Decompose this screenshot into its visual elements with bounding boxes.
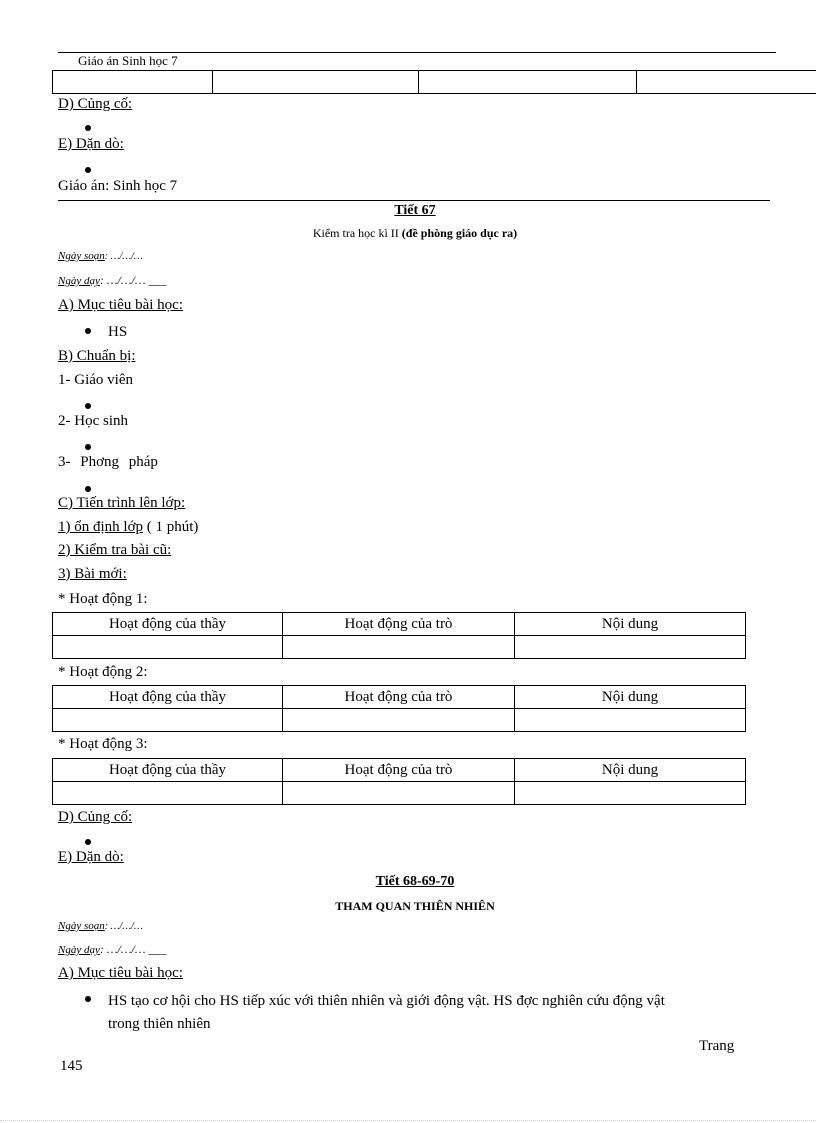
- muc-tieu-heading: A) Mục tiêu bài học:: [58, 297, 183, 313]
- table-header-row: [53, 686, 746, 709]
- activity-2-label: * Hoạt động 2:: [58, 664, 148, 680]
- ngay-day-value: : …/…/… ___: [99, 273, 167, 287]
- kiem-tra-heading: 2) Kiểm tra bài cũ:: [58, 542, 172, 558]
- ngay-soan-line: [58, 250, 143, 262]
- bullet-icon: [85, 839, 91, 845]
- table-row: [53, 71, 816, 94]
- column-header-tro: Hoạt động của trò: [283, 686, 515, 709]
- activity-3-table: [52, 758, 746, 805]
- subtitle-text: Kiểm tra học kì II: [312, 226, 402, 240]
- column-header-thay: Hoạt động của thầy: [53, 686, 283, 709]
- on-dinh-duration: ( 1 phút): [143, 519, 199, 535]
- bullet-icon: [85, 403, 91, 409]
- activity-1-table: [52, 612, 746, 659]
- column-header-tro: Hoạt động của trò: [283, 759, 515, 782]
- muc-tieu-line-1: HS tạo cơ hội cho HS tiếp xúc với thiên nhiên và giới động vật. HS đợc nghiên cứu động vật: [108, 993, 665, 1009]
- phuong-phap-label: 3- Phơng pháp: [58, 454, 158, 470]
- column-header-thay: Hoạt động của thầy: [53, 759, 283, 782]
- bullet-icon: [85, 167, 91, 173]
- muc-tieu-heading: A) Mục tiêu bài học:: [58, 965, 183, 981]
- giao-vien-label: 1- Giáo viên: [58, 372, 133, 388]
- ngay-day-line: [58, 273, 167, 288]
- tien-trinh-heading: C) Tiến trình lên lớp:: [58, 495, 186, 511]
- cung-co-heading: D) Củng cố:: [58, 809, 133, 825]
- hoc-sinh-label: 2- Học sinh: [58, 413, 128, 429]
- footer-page-number: 145: [60, 1058, 83, 1074]
- bullet-icon: [85, 125, 91, 131]
- chuan-bi-heading: B) Chuẩn bị:: [58, 348, 136, 364]
- ngay-day-label: Ngày dạy: [58, 275, 100, 287]
- column-header-noi-dung: Nội dung: [515, 613, 746, 636]
- on-dinh-line: [58, 519, 198, 536]
- ngay-day-line: [58, 942, 167, 957]
- bullet-icon: [85, 444, 91, 450]
- dan-do-heading: E) Dặn dò:: [58, 136, 124, 152]
- document-header: Giáo án: Sinh học 7: [58, 178, 178, 194]
- ngay-soan-line: [58, 920, 143, 932]
- activity-1-label: * Hoạt động 1:: [58, 591, 148, 607]
- bullet-icon: [85, 996, 91, 1002]
- lesson-68-subtitle: THAM QUAN THIÊN NHIÊN: [335, 899, 495, 913]
- bullet-icon: [85, 486, 91, 492]
- ngay-soan-value: : …/…/…: [104, 251, 143, 262]
- table-header-row: [53, 613, 746, 636]
- bullet-icon: [85, 328, 91, 334]
- muc-tieu-item: HS: [108, 324, 128, 340]
- on-dinh-label: 1) ổn định lớp: [58, 519, 144, 535]
- table-row: [53, 636, 746, 659]
- footer-trang: Trang: [699, 1038, 735, 1054]
- activity-2-table: [52, 685, 746, 732]
- subtitle-bold-text: (đề phòng giáo dục ra): [401, 226, 518, 240]
- ngay-soan-label: Ngày soạn: [58, 250, 105, 262]
- bai-moi-heading: 3) Bài mới:: [58, 566, 127, 582]
- table-row: [53, 782, 746, 805]
- lesson-68-title: Tiết 68-69-70: [375, 874, 455, 889]
- column-header-tro: Hoạt động của trò: [283, 613, 515, 636]
- muc-tieu-line-2: trong thiên nhiên: [108, 1016, 211, 1032]
- cung-co-heading: D) Củng cố:: [58, 96, 133, 112]
- lesson-67-title: Tiết 67: [394, 203, 436, 218]
- activity-3-label: * Hoạt động 3:: [58, 736, 148, 752]
- table-header-row: [53, 759, 746, 782]
- ngay-day-label: Ngày dạy: [58, 944, 100, 956]
- ngay-soan-label: Ngày soạn: [58, 920, 105, 932]
- dan-do-heading: E) Dặn dò:: [58, 849, 124, 865]
- ngay-soan-value: : …/…/…: [104, 921, 143, 932]
- header-rule: [58, 200, 770, 201]
- column-header-noi-dung: Nội dung: [515, 686, 746, 709]
- running-header: Giáo án Sinh học 7: [78, 53, 178, 68]
- top-continuation-table: [52, 70, 816, 94]
- lesson-67-subtitle: [0, 226, 816, 241]
- page-bottom-edge: [0, 1120, 816, 1121]
- column-header-noi-dung: Nội dung: [515, 759, 746, 782]
- table-row: [53, 709, 746, 732]
- ngay-day-value: : …/…/… ___: [99, 942, 167, 956]
- column-header-thay: Hoạt động của thầy: [53, 613, 283, 636]
